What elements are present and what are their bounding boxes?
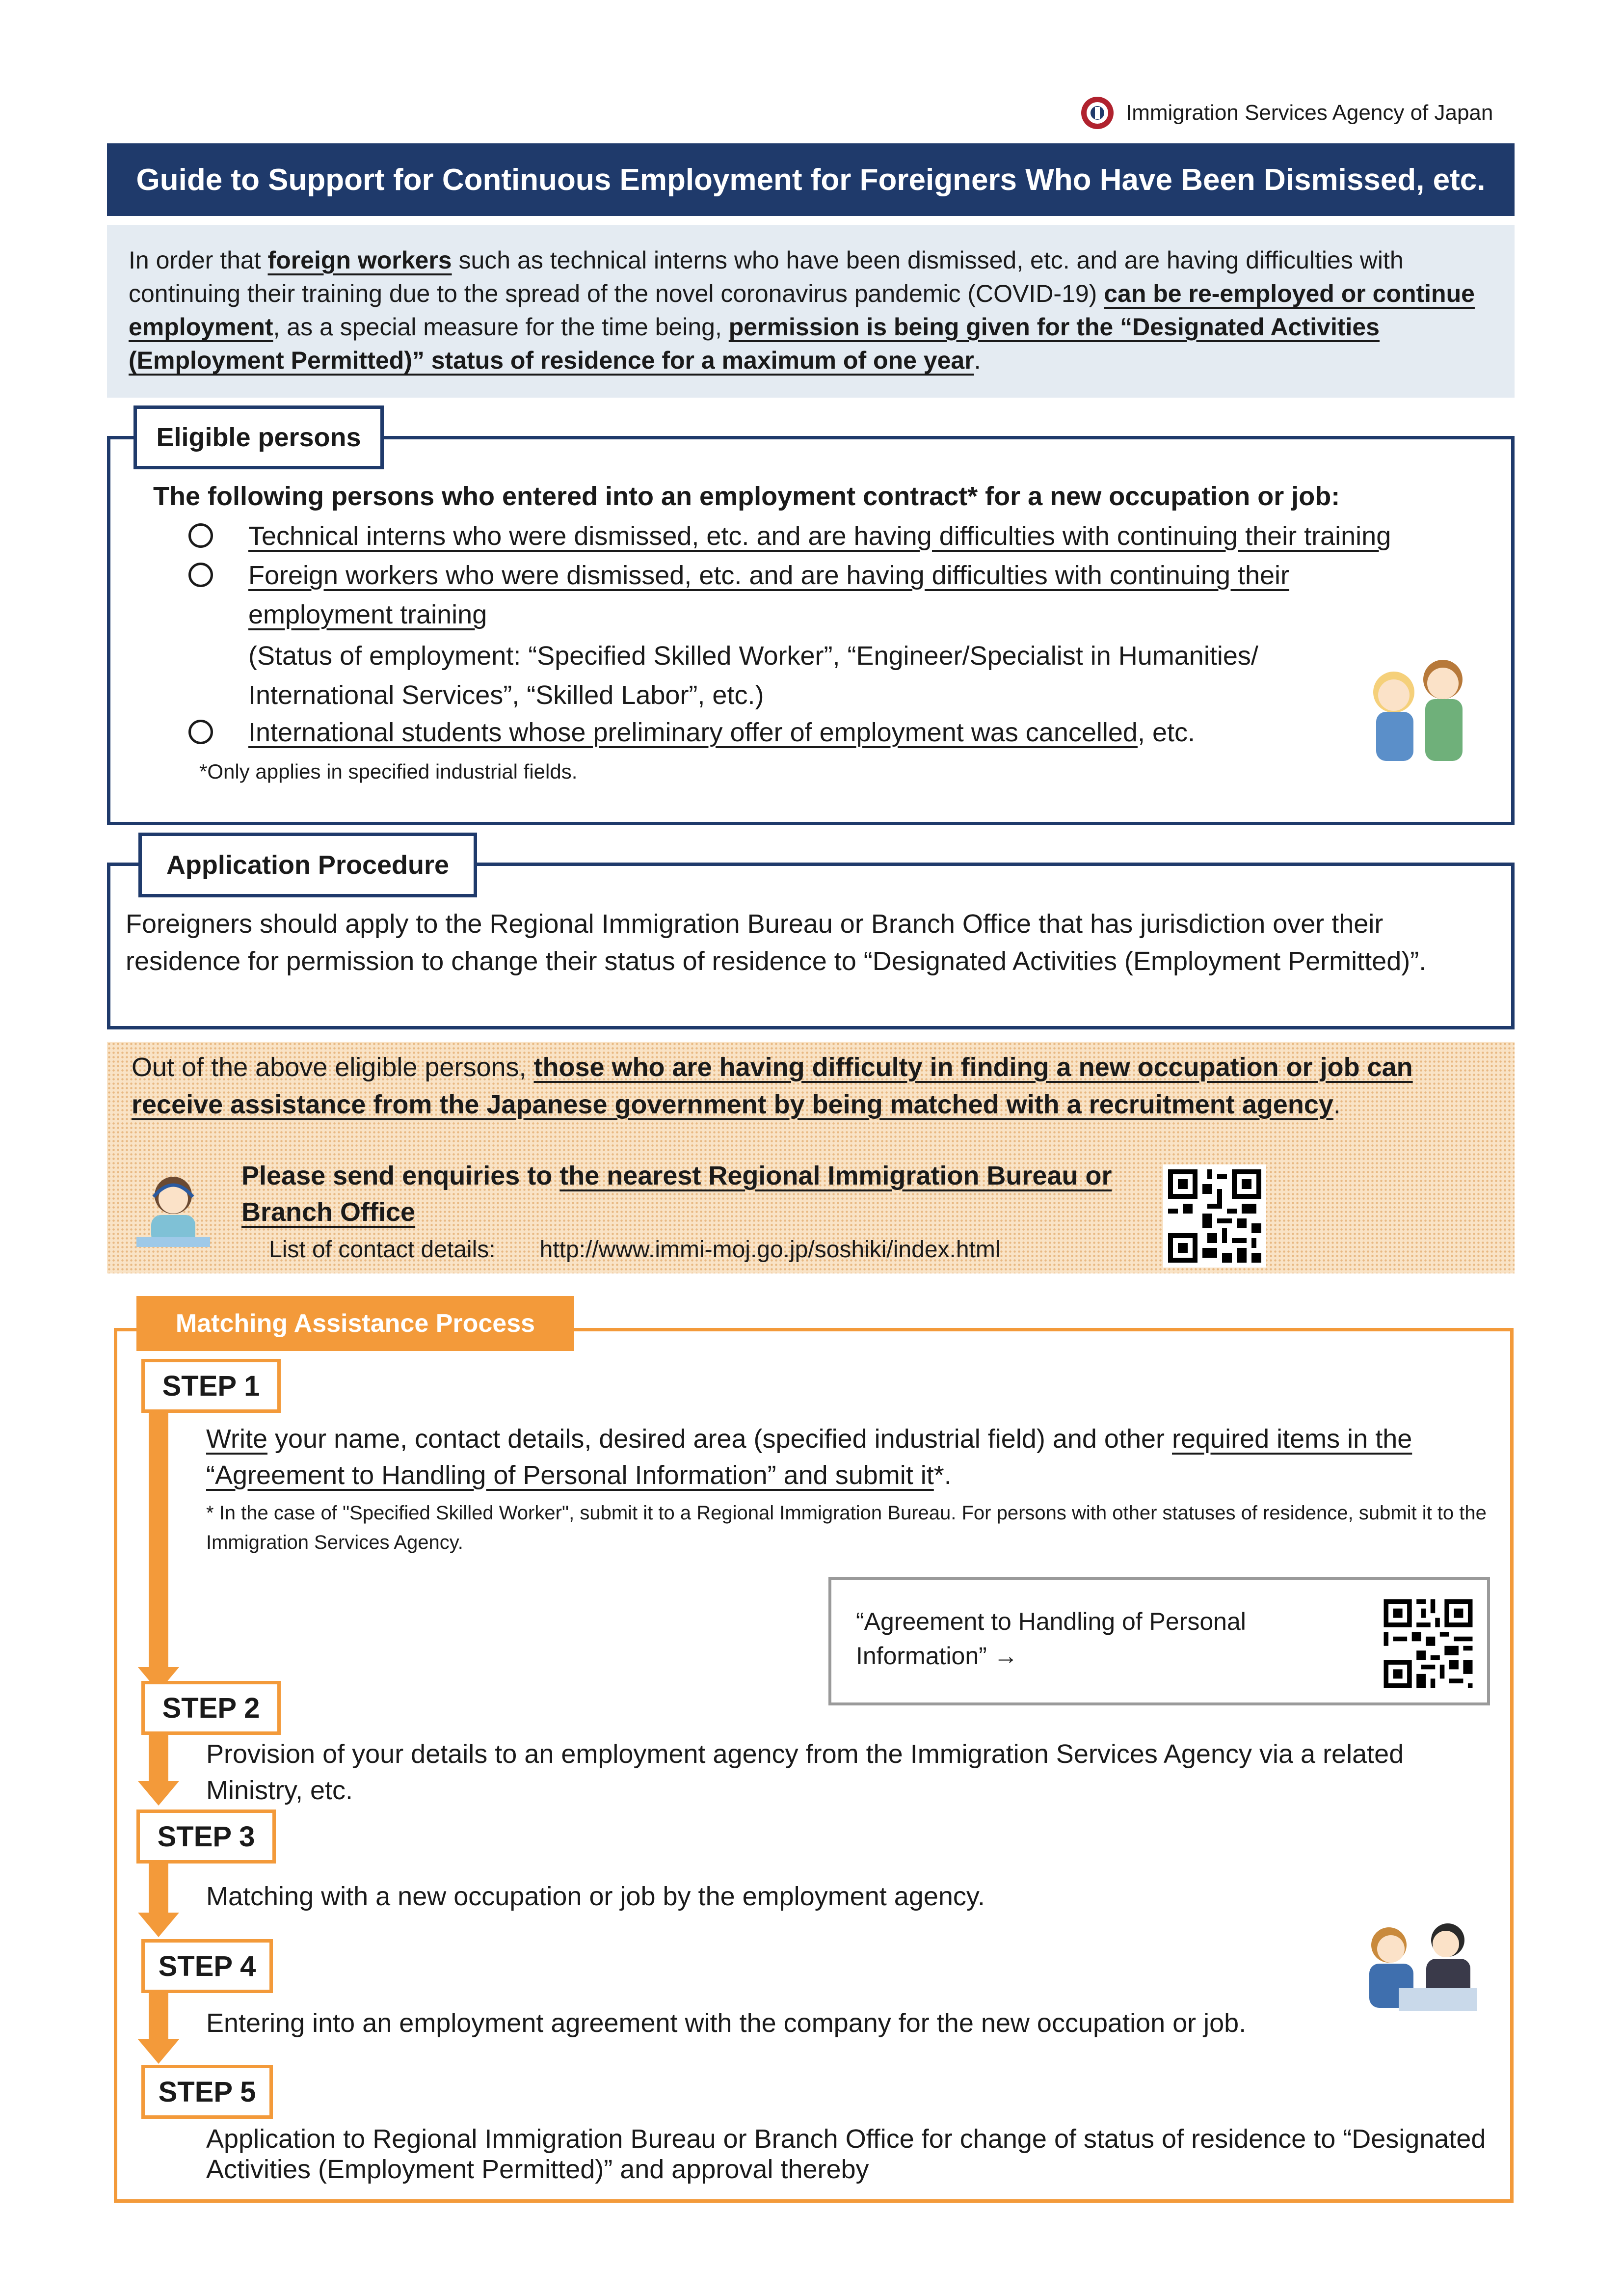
step-1-text [206, 1421, 1502, 1493]
eligible-item-2-status: (Status of employment: “Specified Skilled Worker”, “Engineer/Specialist in Humanities/ [248, 641, 1258, 671]
agency-name: Immigration Services Agency of Japan [1126, 101, 1493, 125]
step-arrow [149, 1864, 168, 1914]
step-1-badge: STEP 1 [141, 1359, 281, 1413]
step-4-badge: STEP 4 [141, 1939, 273, 1993]
step-arrow [149, 1735, 168, 1782]
bullet-circle-icon [188, 720, 213, 744]
matching-tab: Matching Assistance Process [136, 1296, 574, 1351]
step-1-write: Write [206, 1424, 268, 1454]
application-text: Foreigners should apply to the Regional Immigration Bureau or Branch Office that has jurisdiction over their residence for permission to change their status of residence to “Designated Activities (Employment Permitted)”. [126, 909, 1427, 976]
step-5-badge: STEP 5 [141, 2065, 273, 2119]
enquiry-office-link[interactable]: the nearest Regional Immigration Bureau or Branch Office [241, 1161, 1112, 1227]
step-3-text: Matching with a new occupation or job by the employment agency. [206, 1882, 985, 1911]
assistance-lead: Out of the above eligible persons, [132, 1053, 534, 1082]
arrow-down-icon [138, 2039, 179, 2064]
step-4-text: Entering into an employment agreement with the company for the new occupation or job. [206, 2008, 1247, 2038]
intro-text: In order that [129, 246, 268, 274]
contact-url-link[interactable]: http://www.immi-moj.go.jp/soshiki/index.html [539, 1237, 1001, 1263]
step-2-text: Provision of your details to an employment agency from the Immigration Services Agency via a related Ministry, etc. [206, 1739, 1404, 1805]
two-people-illustration [1355, 648, 1482, 766]
application-tab: Application Procedure [138, 833, 477, 897]
agency-logo-icon [1080, 95, 1115, 131]
step-arrow [149, 1993, 168, 2040]
eligible-item-3 [248, 713, 1377, 752]
agreement-qr-code-icon[interactable] [1379, 1594, 1477, 1693]
intro-text: such as technical interns who have been dismissed, etc. and are having difficulties with continuing their training due to the spread of the novel coronavirus pandemic (COVID-19) [129, 246, 1404, 307]
agreement-link-text[interactable]: “Agreement to Handling of Personal Information” → [856, 1608, 1246, 1670]
assistance-highlight: those who are having difficulty in finding a new occupation or job can receive assistance from the Japanese government by being matched with a recruitment agency [132, 1053, 1413, 1119]
eligible-item-3-suffix: , etc. [1137, 718, 1195, 747]
step-1-body: your name, contact details, desired area (specified industrial field) and other [267, 1424, 1172, 1454]
step-2-badge: STEP 2 [141, 1681, 281, 1735]
step-1-highlight: required items in the “Agreement to Handling of Personal Information” and submit it [206, 1424, 1412, 1490]
step-1-asterisk: *. [933, 1460, 952, 1490]
bullet-circle-icon [188, 523, 213, 548]
intro-highlight: foreign workers [267, 246, 452, 274]
bullet-circle-icon [188, 563, 213, 587]
step-3-badge: STEP 3 [136, 1810, 276, 1864]
contact-label: List of contact details: [269, 1237, 496, 1263]
intro-text: , as a special measure for the time being, [273, 313, 729, 341]
arrow-down-icon [138, 1781, 179, 1806]
eligible-item-2: Foreign workers who were dismissed, etc. and are having difficulties with continuing their [248, 561, 1290, 590]
step-5-text: Application to Regional Immigration Bureau or Branch Office for change of status of residence to “Designated Activities (Employment Permitted)” and approval thereby [206, 2124, 1486, 2184]
intro-highlight: permission is being given for the “Designated Activities (Employment Permitted)” status of residence for a maximum of one year [129, 313, 1380, 374]
eligible-item-3-text: International students whose preliminary offer of employment was cancelled [248, 718, 1138, 747]
eligible-footnote: *Only applies in specified industrial fields. [199, 760, 578, 783]
enquiry-text [241, 1158, 1174, 1230]
contact-qr-code-icon[interactable] [1163, 1164, 1266, 1268]
step-arrow [149, 1413, 168, 1668]
page-title: Guide to Support for Continuous Employment for Foreigners Who Have Been Dismissed, etc. [107, 143, 1515, 216]
enquiry-lead: Please send enquiries to [241, 1161, 560, 1190]
assistance-period: . [1333, 1090, 1341, 1119]
arrow-down-icon [138, 1913, 179, 1937]
intro-text: . [974, 347, 981, 374]
eligible-item-2-status-cont: International Services”, “Skilled Labor”, etc.) [248, 680, 764, 710]
meeting-illustration [1355, 1915, 1482, 2013]
intro-paragraph [107, 225, 1515, 398]
agency-header [1080, 93, 1521, 133]
step-1-note: * In the case of "Specified Skilled Worker", submit it to a Regional Immigration Bureau. For persons with other statuses of residence, submit it to the Immigration Services Agency. [206, 1502, 1487, 1553]
eligible-item-2-cont: employment training [248, 600, 487, 629]
eligible-lead: The following persons who entered into an employment contract* for a new occupation or job: [153, 482, 1340, 511]
intro-highlight: can be re-employed or continue employment [129, 280, 1475, 341]
eligible-tab: Eligible persons [133, 405, 384, 469]
eligible-item-1: Technical interns who were dismissed, etc. and are having difficulties with continuing their training [248, 521, 1391, 551]
operator-illustration [132, 1168, 215, 1252]
contact-details [269, 1236, 1001, 1263]
assistance-text [132, 1049, 1486, 1123]
